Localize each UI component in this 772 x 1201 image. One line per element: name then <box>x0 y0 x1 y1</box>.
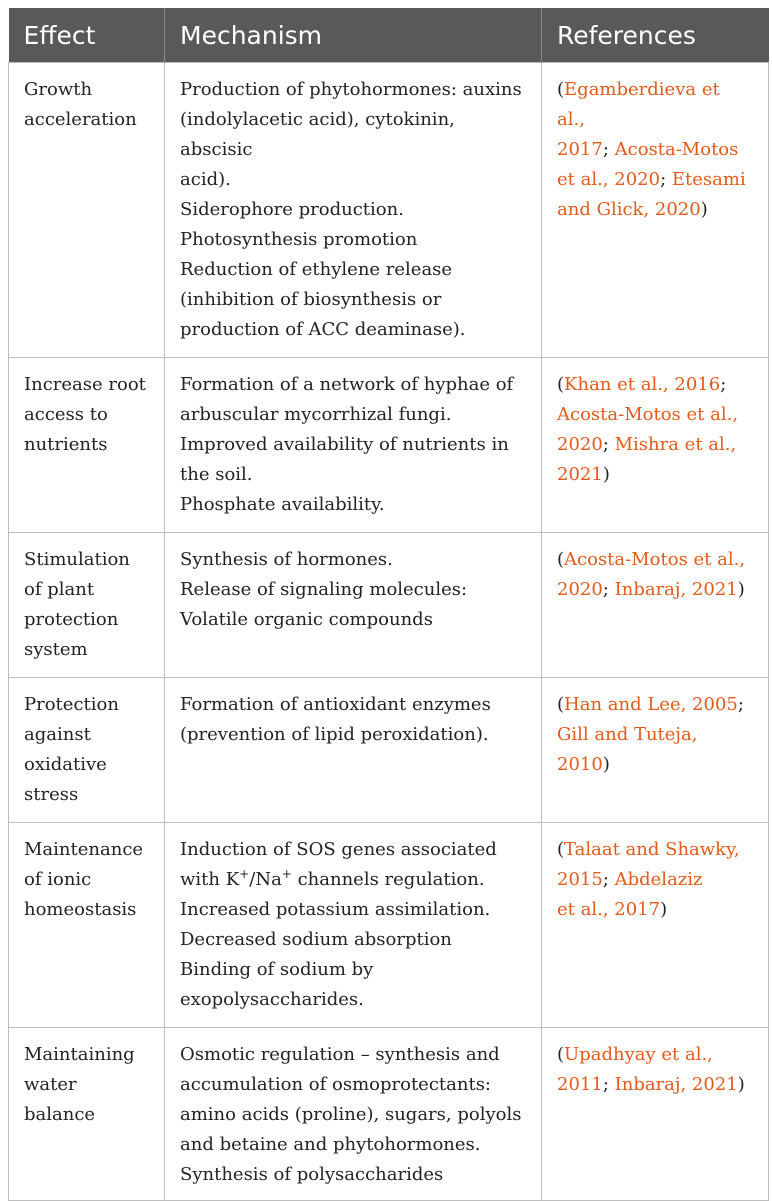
effect-line: nutrients <box>24 434 108 455</box>
reference-punctuation: ( <box>557 1044 565 1065</box>
reference-punctuation: ( <box>557 549 565 570</box>
mechanism-line: Synthesis of hormones. <box>180 549 393 570</box>
reference-punctuation: ) <box>700 199 708 220</box>
effect-line: access to <box>24 404 108 425</box>
mechanism-line: production of ACC deaminase). <box>180 319 466 340</box>
mechanism-cell <box>165 823 542 1028</box>
mechanism-line: arbuscular mycorrhizal fungi. <box>180 404 452 425</box>
reference-link[interactable]: 2021 <box>557 464 603 485</box>
reference-line <box>557 370 753 400</box>
mechanism-cell <box>165 1028 542 1201</box>
effect-cell <box>9 823 165 1028</box>
references-cell <box>542 1028 769 1201</box>
reference-line <box>557 75 753 135</box>
mechanism-line: Improved availability of nutrients in <box>180 434 509 455</box>
reference-link[interactable]: Upadhyay et al., <box>564 1044 713 1065</box>
reference-punctuation: ; <box>602 139 615 160</box>
table-row <box>9 678 769 823</box>
reference-punctuation: ) <box>602 464 610 485</box>
reference-punctuation: ) <box>737 1074 745 1095</box>
header-effect: Effect <box>9 8 165 63</box>
reference-line <box>557 1040 753 1070</box>
mechanism-line: Volatile organic compounds <box>180 609 433 630</box>
effect-line: against <box>24 724 91 745</box>
effect-line: Stimulation <box>24 549 130 570</box>
reference-line <box>557 690 753 720</box>
mechanism-line: (indolylacetic acid), cytokinin, abscisic <box>180 109 455 160</box>
reference-link[interactable]: Mishra et al., <box>614 434 737 455</box>
mechanism-line: Induction of SOS genes associated <box>180 839 497 860</box>
effect-line: homeostasis <box>24 899 137 920</box>
reference-punctuation: ( <box>557 694 565 715</box>
mechanism-cell <box>165 678 542 823</box>
reference-punctuation: ( <box>557 79 565 100</box>
reference-link[interactable]: Egamberdieva et al., <box>557 79 720 130</box>
effect-line: Growth <box>24 79 93 100</box>
effect-line: protection <box>24 609 119 630</box>
mechanism-line: and betaine and phytohormones. <box>180 1134 481 1155</box>
reference-line <box>557 575 753 605</box>
table-row <box>9 823 769 1028</box>
effect-line: Increase root <box>24 374 146 395</box>
reference-line <box>557 865 753 895</box>
references-cell <box>542 358 769 533</box>
reference-punctuation: ; <box>737 694 744 715</box>
reference-punctuation: ) <box>602 754 610 775</box>
mechanism-line: Binding of sodium by <box>180 959 374 980</box>
reference-line <box>557 545 753 575</box>
reference-punctuation: ) <box>660 899 668 920</box>
reference-link[interactable]: Abdelaziz <box>614 869 703 890</box>
effects-table <box>8 8 769 1201</box>
references-cell <box>542 678 769 823</box>
reference-punctuation: ; <box>602 1074 615 1095</box>
reference-punctuation: ; <box>602 579 615 600</box>
references-cell <box>542 823 769 1028</box>
mechanism-line: Formation of antioxidant enzymes <box>180 694 491 715</box>
reference-link[interactable]: and Glick, 2020 <box>557 199 701 220</box>
table-row <box>9 533 769 678</box>
reference-link[interactable]: 2020 <box>557 434 603 455</box>
effect-line: Maintaining <box>24 1044 135 1065</box>
effect-cell <box>9 678 165 823</box>
reference-line <box>557 1070 753 1100</box>
reference-line <box>557 135 753 165</box>
table-row <box>9 358 769 533</box>
mechanism-line: Decreased sodium absorption <box>180 929 452 950</box>
effect-line: Maintenance <box>24 839 144 860</box>
reference-link[interactable]: 2010 <box>557 754 603 775</box>
effect-line: acceleration <box>24 109 137 130</box>
reference-link[interactable]: et al., 2020 <box>557 169 661 190</box>
reference-line <box>557 430 753 460</box>
effect-cell <box>9 1028 165 1201</box>
mechanism-line: the soil. <box>180 464 253 485</box>
references-cell <box>542 63 769 358</box>
reference-line <box>557 750 753 780</box>
mechanism-line: (prevention of lipid peroxidation). <box>180 724 489 745</box>
reference-line <box>557 165 753 195</box>
mechanism-line: acid). <box>180 169 231 190</box>
reference-link[interactable]: Talaat and Shawky, <box>564 839 740 860</box>
reference-punctuation: ) <box>737 579 745 600</box>
reference-link[interactable]: Etesami <box>671 169 746 190</box>
reference-link[interactable]: Gill and Tuteja, <box>557 724 698 745</box>
reference-line <box>557 400 753 430</box>
reference-line <box>557 195 753 225</box>
reference-punctuation: ( <box>557 839 565 860</box>
mechanism-line: Increased potassium assimilation. <box>180 899 491 920</box>
mechanism-line: amino acids (proline), sugars, polyols <box>180 1104 522 1125</box>
mechanism-line: Release of signaling molecules: <box>180 579 468 600</box>
reference-link[interactable]: Khan et al., 2016 <box>564 374 721 395</box>
mechanism-line: Phosphate availability. <box>180 494 385 515</box>
mechanism-cell <box>165 533 542 678</box>
mechanism-line: Photosynthesis promotion <box>180 229 418 250</box>
mechanism-cell <box>165 63 542 358</box>
reference-link[interactable]: Han and Lee, 2005 <box>564 694 738 715</box>
reference-punctuation: ; <box>602 869 615 890</box>
effect-line: of ionic <box>24 869 92 890</box>
reference-link[interactable]: Inbaraj, 2021 <box>614 1074 738 1095</box>
effect-line: water balance <box>24 1074 96 1125</box>
reference-link[interactable]: 2020 <box>557 579 603 600</box>
reference-line <box>557 460 753 490</box>
effect-line: stress <box>24 784 79 805</box>
reference-link[interactable]: 2011 <box>557 1074 603 1095</box>
mechanism-line: Siderophore production. <box>180 199 404 220</box>
reference-punctuation: ( <box>557 374 565 395</box>
mechanism-line: with K+/Na+ channels regulation. <box>180 867 485 890</box>
mechanism-line: accumulation of osmoprotectants: <box>180 1074 492 1095</box>
reference-link[interactable]: Inbaraj, 2021 <box>614 579 738 600</box>
reference-punctuation: ; <box>602 434 615 455</box>
reference-line <box>557 835 753 865</box>
reference-link[interactable]: Acosta-Motos <box>614 139 739 160</box>
effect-cell <box>9 358 165 533</box>
reference-line <box>557 895 753 925</box>
reference-punctuation: ; <box>660 169 672 190</box>
effect-line: system <box>24 639 88 660</box>
reference-link[interactable]: 2017 <box>557 139 603 160</box>
reference-punctuation: ; <box>720 374 727 395</box>
table-row <box>9 1028 769 1201</box>
mechanism-line: Formation of a network of hyphae of <box>180 374 514 395</box>
table-row <box>9 63 769 358</box>
effect-line: oxidative <box>24 754 107 775</box>
header-references: References <box>542 8 769 63</box>
mechanism-line: Production of phytohormones: auxins <box>180 79 522 100</box>
mechanism-line: exopolysaccharides. <box>180 989 364 1010</box>
reference-link[interactable]: 2015 <box>557 869 603 890</box>
mechanism-line: Synthesis of polysaccharides <box>180 1164 444 1185</box>
mechanism-line: (inhibition of biosynthesis or <box>180 289 442 310</box>
mechanism-cell <box>165 358 542 533</box>
table-header-row <box>9 8 769 63</box>
mechanism-line: Osmotic regulation – synthesis and <box>180 1044 500 1065</box>
header-mechanism: Mechanism <box>165 8 542 63</box>
reference-link[interactable]: et al., 2017 <box>557 899 661 920</box>
effect-cell <box>9 533 165 678</box>
reference-line <box>557 720 753 750</box>
reference-link[interactable]: Acosta-Motos et al., <box>564 549 746 570</box>
references-cell <box>542 533 769 678</box>
effect-cell <box>9 63 165 358</box>
reference-link[interactable]: Acosta-Motos et al., <box>557 404 739 425</box>
effect-line: of plant <box>24 579 95 600</box>
mechanism-line: Reduction of ethylene release <box>180 259 453 280</box>
effect-line: Protection <box>24 694 119 715</box>
